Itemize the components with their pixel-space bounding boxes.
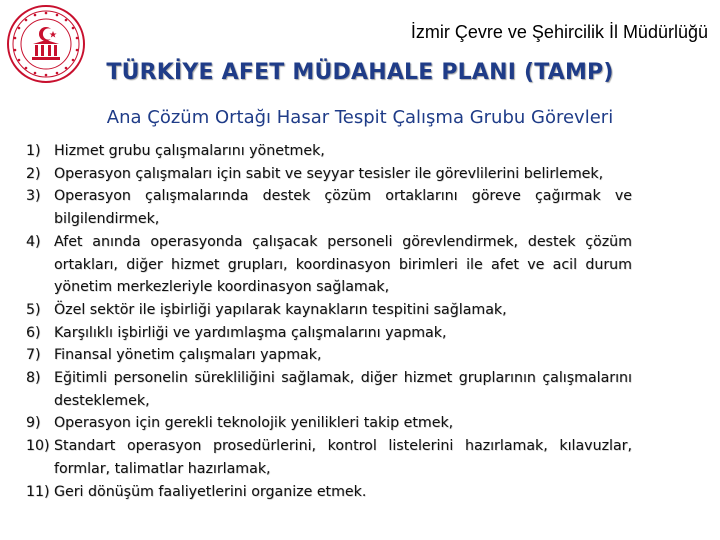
item-text: Afet anında operasyonda çalışacak personeli görevlendirmek, destek çözüm ortakları, diğer hizmet grupları, koordinasyon birimleri ile afet ve acil durum yönetim merkezleriyle koordinasyon sağlamak, xyxy=(54,233,632,296)
task-list xyxy=(26,140,632,503)
item-text: Özel sektör ile işbirliği yapılarak kaynakların tespitini sağlamak, xyxy=(54,301,507,318)
list-item xyxy=(26,367,632,412)
item-number: 2) xyxy=(26,165,41,182)
item-text: Standart operasyon prosedürlerini, kontrol listelerini hazırlamak, kılavuzlar, formlar, talimatlar hazırlamak, xyxy=(54,438,632,477)
item-text: Eğitimli personelin sürekliliğini sağlamak, diğer hizmet gruplarının çalışmalarını desteklemek, xyxy=(54,370,632,409)
list-item xyxy=(26,140,632,163)
list-item xyxy=(26,231,632,299)
item-number: 10) xyxy=(26,438,50,455)
page-title: TÜRKİYE AFET MÜDAHALE PLANI (TAMP) xyxy=(106,60,614,85)
list-item xyxy=(26,412,632,435)
list-item xyxy=(26,435,632,480)
list-item xyxy=(26,185,632,230)
item-number: 8) xyxy=(26,370,41,387)
item-number: 7) xyxy=(26,347,41,364)
list-item xyxy=(26,163,632,186)
organization-name: İzmir Çevre ve Şehircilik İl Müdürlüğü xyxy=(410,22,708,42)
list-item xyxy=(26,481,632,504)
page-subtitle: Ana Çözüm Ortağı Hasar Tespit Çalışma Grubu Görevleri xyxy=(106,107,614,128)
item-text: Finansal yönetim çalışmaları yapmak, xyxy=(54,347,322,364)
item-number: 5) xyxy=(26,301,41,318)
item-text: Operasyon çalışmaları için sabit ve seyyar tesisler ile görevlilerini belirlemek, xyxy=(54,165,604,182)
item-text: Karşılıklı işbirliği ve yardımlaşma çalışmalarını yapmak, xyxy=(54,324,447,341)
item-text: Operasyon çalışmalarında destek çözüm ortaklarını göreve çağırmak ve bilgilendirmek, xyxy=(54,188,632,228)
item-number: 11) xyxy=(26,483,50,500)
list-item xyxy=(26,299,632,322)
item-number: 1) xyxy=(26,143,41,159)
item-text: Operasyon için gerekli teknolojik yenilikleri takip etmek, xyxy=(54,415,454,432)
item-number: 6) xyxy=(26,324,41,341)
list-item xyxy=(26,344,632,367)
item-number: 9) xyxy=(26,415,41,432)
item-text: Geri dönüşüm faaliyetlerini organize etmek. xyxy=(54,483,367,500)
item-text: Hizmet grubu çalışmalarını yönetmek, xyxy=(54,143,325,159)
item-number: 4) xyxy=(26,233,41,250)
item-number: 3) xyxy=(26,188,41,205)
list-item xyxy=(26,322,632,345)
